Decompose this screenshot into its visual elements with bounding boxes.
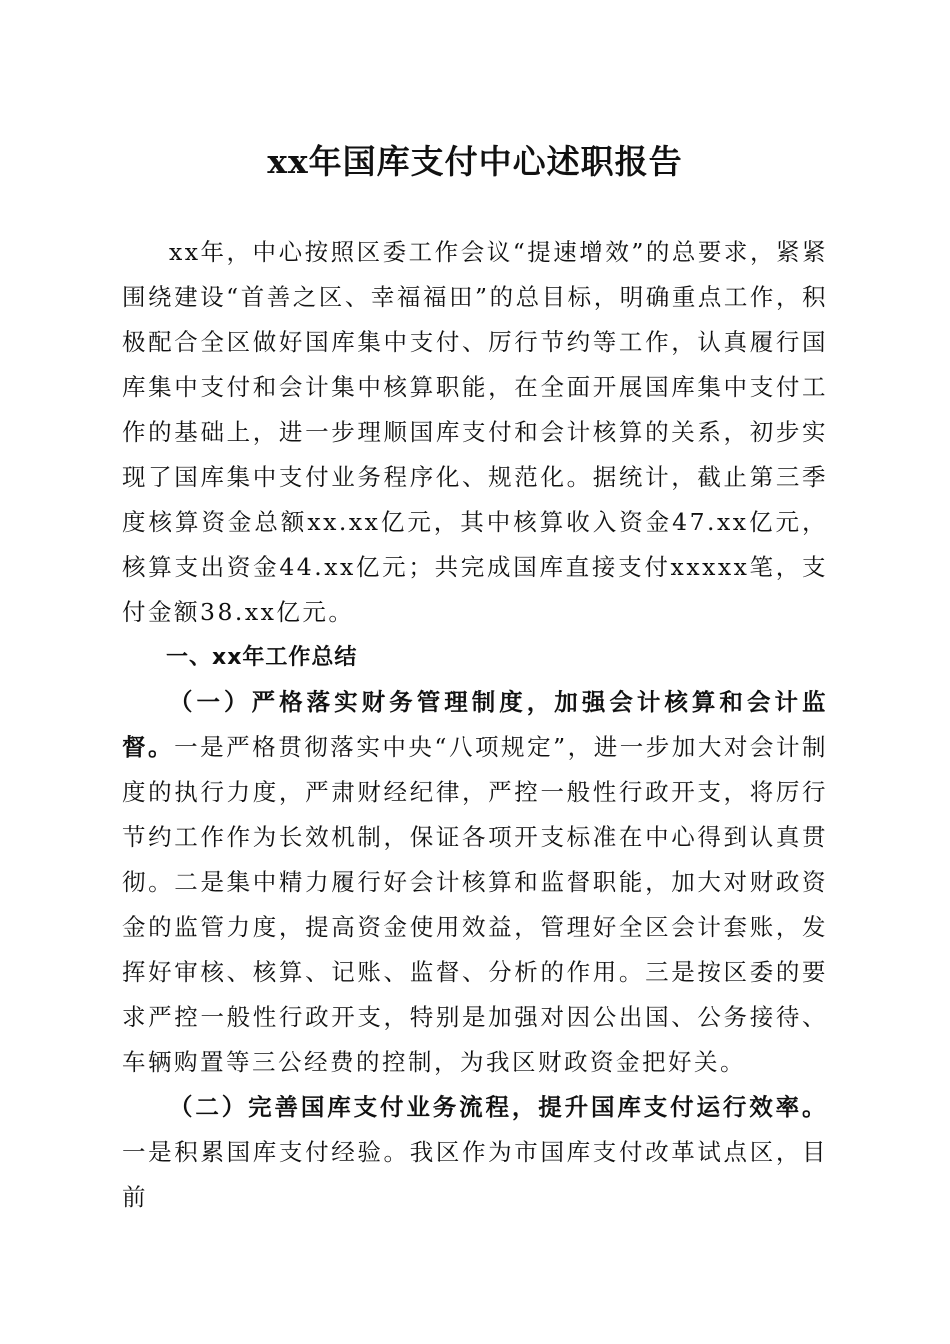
section-heading-1: 一、xx年工作总结	[166, 645, 358, 670]
document-body	[122, 230, 828, 1220]
paragraph-2-heading: （二）完善国库支付业务流程，提升国库支付运行效率。	[169, 1093, 828, 1121]
paragraph-1-heading: （一）严格落实财务管理制度，加强会计核算和会计监督。	[122, 688, 828, 761]
document-title: xx年国库支付中心述职报告	[267, 142, 683, 181]
paragraph-2	[122, 1085, 828, 1220]
paragraph-2-body: 一是积累国库支付经验。我区作为市国库支付改革试点区，目前	[122, 1138, 828, 1211]
paragraph-1-body: 一是严格贯彻落实中央“八项规定”，进一步加大对会计制度的执行力度，严肃财经纪律，严控一般性行政开支，将厉行节约工作作为长效机制，保证各项开支标准在中心得到认真贯彻。二是集中精力履行好会计核算和监督职能，加大对财政资金的监管力度，提高资金使用效益，管理好全区会计套账，发挥好审核、核算、记账、监督、分析的作用。三是按区委的要求严控一般性行政开支，特别是加强对因公出国、公务接待、车辆购置等三公经费的控制，为我区财政资金把好关。	[122, 733, 829, 1076]
paragraph-1	[122, 680, 828, 1085]
intro-paragraph: xx年，中心按照区委工作会议“提速增效”的总要求，紧紧围绕建设“首善之区、幸福福田”的总目标，明确重点工作，积极配合全区做好国库集中支付、厉行节约等工作，认真履行国库集中支付和会计集中核算职能，在全面开展国库集中支付工作的基础上，进一步理顺国库支付和会计核算的关系，初步实现了国库集中支付业务程序化、规范化。据统计，截止第三季度核算资金总额xx.xx亿元，其中核算收入资金47.xx亿元，核算支出资金44.xx亿元；共完成国库直接支付xxxxx笔，支付金额38.xx亿元。	[122, 238, 828, 626]
